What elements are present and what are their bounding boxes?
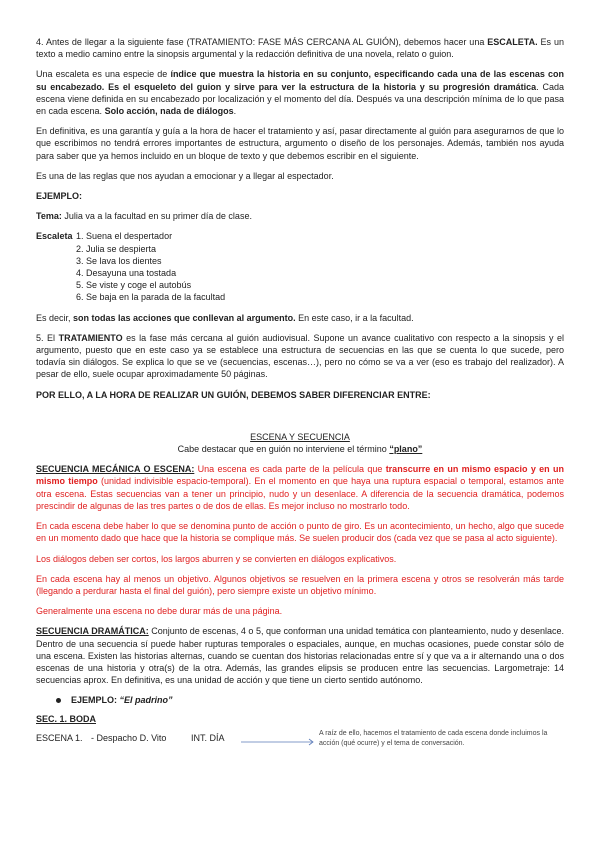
list-item: 4. Desayuna una tostada [76, 268, 177, 279]
paragraph-por-ello: POR ELLO, A LA HORA DE REALIZAR UN GUIÓN, DEBEMOS SABER DIFERENCIAR ENTRE: [36, 389, 431, 400]
document-page [36, 36, 564, 763]
paragraph-tratamiento: 5. El TRATAMIENTO es la fase más cercana al guión audiovisual. Supone un avance cualitativo con respecto a la sinopsis y el argumento, puesto que en este caso ya se establece una estructura de secuencias en las que se cuenta lo que sucede, pero todavía sin diálogos. Se explica lo que se ve (secuencias, escenas…), pero no cómo se va a ver (eso es trabajo del realizador). A pesar de ello, suele ocupar aproximadamente 50 páginas. [36, 332, 564, 380]
list-item: Escaleta 1. Suena el despertador [36, 231, 173, 242]
paragraph-definitiva: En definitiva, es una garantía y guía a la hora de hacer el tratamiento y así, pasar directamente al guión para asegurarnos de que lo que escribimos no tendrá errores importantes de estructura, argumento o diseño de los personajes. Además, también nos ayuda para saber que ya hemos incluido en un bloque de texto y que debemos escribir en el siguiente. [36, 126, 564, 161]
paragraph-escaleta-definition: Una escaleta es una especie de índice que muestra la historia en su conjunto, especificando cada una de las escenas con su encabezado. Es el esqueleto del guion y sirve para ver la estructura de la historia y su progresión dramática. Cada escena viene definida en su encabezado por localización y el momento del día. Después va una descripción mínima de lo que pasa en cada escena. Solo acción, nada de diálogos. [36, 69, 565, 117]
paragraph-secuencia-dramatica: SECUENCIA DRAMÁTICA: Conjunto de escenas, 4 o 5, que conforman una unidad temática con planteamiento, nudo y desenlace. Dentro de una secuencia sí puede haber rupturas temporales o espaciales, aunque, en muchas ocasiones, puede constar sólo de una escena. Existen las historias alternas, cuando se cuentan dos historias relacionadas entre sí y que va a ir alternando una o dos escenas de una historia y otra(s) de la otra. Además, las grandes elipsis se producen entre las secuencias. Largometraje: 14 secuencias aprox. En definitiva, es una unidad de acción y que tiene un cierto sentido autónomo. [36, 626, 564, 686]
list-item: 6. Se baja en la parada de la facultad [76, 292, 226, 303]
paragraph-escaleta-intro: 4. Antes de llegar a la siguiente fase (TRATAMIENTO: FASE MÁS CERCANA AL GUIÓN), debemos hacer una ESCALETA. Es un texto a medio camino entre la sinopsis argumental y la redacción definitiva de una novela, relato o guion. [36, 37, 564, 60]
bullet-icon [56, 698, 61, 703]
handwritten-note: A raíz de ello, hacemos el tratamiento de cada escena donde incluimos la acción (qué ocurre) y el tema de conversación. [319, 729, 548, 747]
arrow-right-icon [241, 738, 317, 746]
paragraph-punto-de-giro: En cada escena debe haber lo que se denomina punto de acción o punto de giro. Es un acontecimiento, un hecho, algo que sucede en un momento dado que hace que la historia se complique más. Se suelen producir dos (cada vez que se pasa al acto siguiente). [36, 521, 564, 544]
sequence-heading: SEC. 1. BODA [36, 713, 97, 724]
escaleta-list [36, 230, 564, 303]
tema-line: Tema: Julia va a la facultad en su primer día de clase. [36, 211, 252, 222]
ejemplo-label: EJEMPLO: [36, 191, 83, 202]
paragraph-secuencia-mecanica: SECUENCIA MECÁNICA O ESCENA: Una escena es cada parte de la película que transcurre en un mismo espacio y en un mismo tiempo (unidad indivisible espacio-temporal). En el momento en que haya una ruptura espacial o temporal, estamos ante otra escena. Estas secuencias van a tener un principio, nudo y un desenlace. A diferencia de la secuencia dramática, podemos prescindir de algunas de las tres partes o de dos de ellas. Es mejor incluso no mostrarlo todo. [36, 464, 565, 511]
section-subheading: Cabe destacar que en guión no interviene el término “plano” [177, 444, 423, 455]
paragraph-objetivo: En cada escena hay al menos un objetivo. Algunos objetivos se resuelven en la primera escena y otros se resolverán más tarde (llegando a perdurar hasta el final del guión), pero siempre existe un objetivo mínimo. [36, 573, 564, 596]
paragraph-reglas: Es una de las reglas que nos ayudan a emocionar y a llegar al espectador. [36, 170, 334, 181]
section-heading: ESCENA Y SECUENCIA [250, 431, 350, 442]
list-item: 2. Julia se despierta [76, 243, 157, 254]
bullet-ejemplo: EJEMPLO: “El padrino” [56, 694, 564, 706]
list-item: 3. Se lava los dientes [76, 255, 162, 266]
paragraph-es-decir: Es decir, son todas las acciones que conllevan al argumento. En este caso, ir a la facultad. [36, 312, 414, 323]
list-item: 5. Se viste y coge el autobús [76, 280, 192, 291]
scene-row: ESCENA 1. - Despacho D. Vito INT. DÍA A raíz de ello, hacemos el tratamiento de cada escena donde incluimos la acción (qué ocurre) y el tema de conversación. [36, 733, 564, 763]
paragraph-dialogos: Los diálogos deben ser cortos, los largos aburren y se convierten en diálogos explicativos. [36, 553, 397, 564]
paragraph-duracion: Generalmente una escena no debe durar más de una página. [36, 606, 283, 617]
